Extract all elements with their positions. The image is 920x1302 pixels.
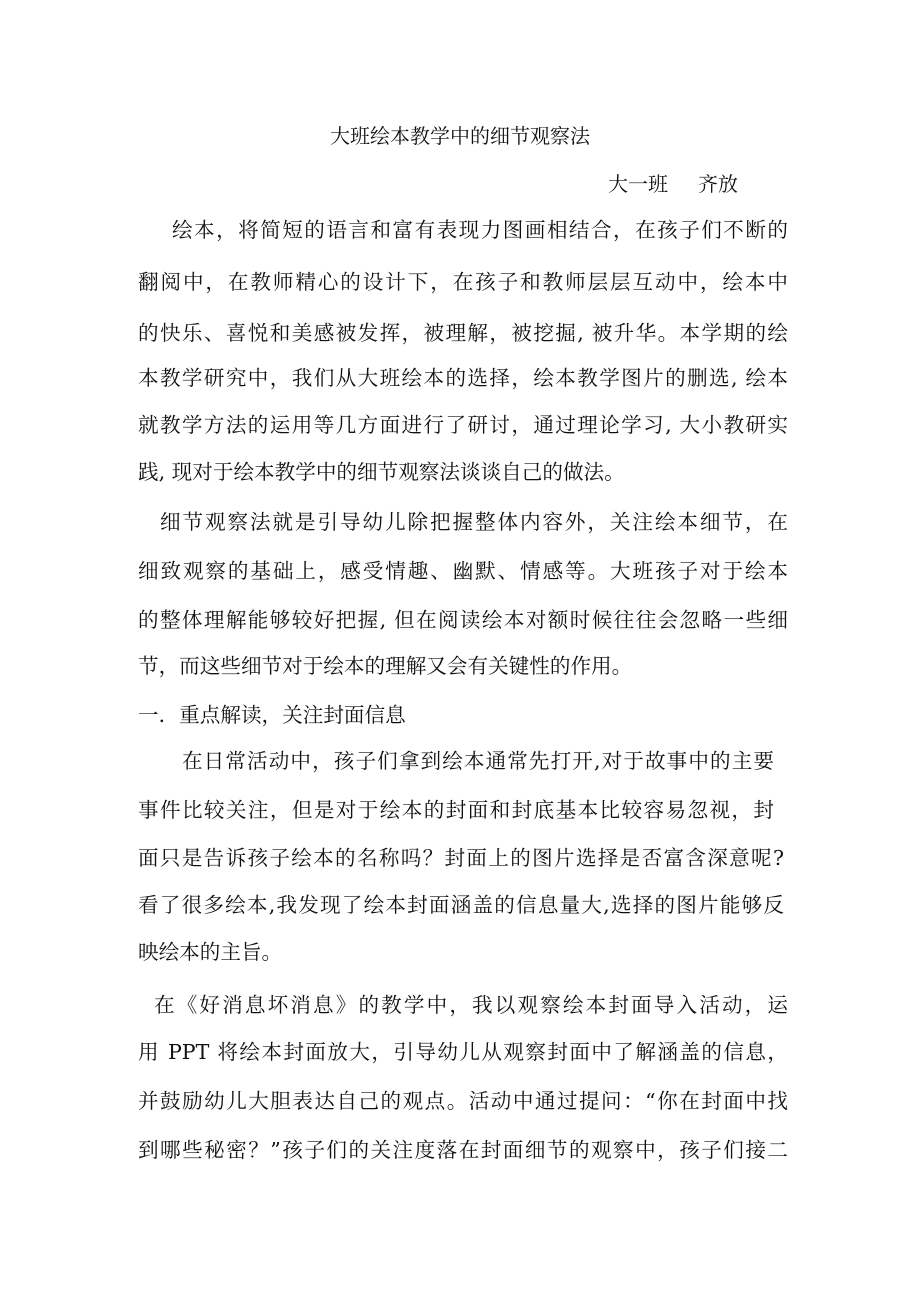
paragraph-line: 的整体理解能够较好把握, 但在阅读绘本对额时候往往会忽略一些细	[138, 608, 788, 632]
paragraph-line: 在《好消息坏消息》的教学中，我以观察绘本封面导入活动，运	[154, 993, 788, 1017]
paragraph-line: 节，而这些细节对于绘本的理解又会有关键性的作用。	[138, 654, 633, 678]
document-title: 大班绘本教学中的细节观察法	[330, 124, 590, 148]
paragraph-line: 用 PPT 将绘本封面放大，引导幼儿从观察封面中了解涵盖的信息，	[138, 1040, 788, 1064]
paragraph-line: 的快乐、喜悦和美感被发挥，被理解，被挖掘, 被升华。本学期的绘	[138, 321, 788, 345]
paragraph-line: 事件比较关注，但是对于绘本的封面和封底基本比较容易忽视，封	[138, 798, 774, 822]
author-line	[608, 164, 738, 204]
paragraph-line: 细致观察的基础上，感受情趣、幽默、情感等。大班孩子对于绘本	[138, 559, 788, 583]
paragraph-line: 本教学研究中，我们从大班绘本的选择，绘本教学图片的删选, 绘本	[138, 366, 788, 390]
author-class: 大一班	[608, 172, 668, 196]
paragraph-line: 到哪些秘密？”孩子们的关注度落在封面细节的观察中，孩子们接二	[138, 1138, 788, 1162]
paragraph-line: 就教学方法的运用等几方面进行了研讨，通过理论学习, 大小教研实	[138, 413, 788, 437]
paragraph-line: 践, 现对于绘本教学中的细节观察法谈谈自己的做法。	[138, 460, 625, 484]
paragraph-line: 映绘本的主旨。	[138, 940, 283, 964]
paragraph-line: 翻阅中，在教师精心的设计下，在孩子和教师层层互动中，绘本中	[138, 270, 788, 294]
paragraph-line: 绘本，将简短的语言和富有表现力图画相结合，在孩子们不断的	[172, 218, 788, 242]
paragraph-line: 并鼓励幼儿大胆表达自己的观点。活动中通过提问：“你在封面中找	[138, 1089, 788, 1113]
paragraph-line: 在日常活动中，孩子们拿到绘本通常先打开,对于故事中的主要	[182, 749, 774, 773]
paragraph-line: 面只是告诉孩子绘本的名称吗？封面上的图片选择是否富含深意呢?	[138, 846, 784, 870]
author-name: 齐放	[698, 172, 738, 196]
paragraph-line: 细节观察法就是引导幼儿除把握整体内容外，关注绘本细节，在	[160, 510, 788, 534]
section-heading: 一．重点解读，关注封面信息	[138, 703, 406, 727]
paragraph-line: 看了很多绘本,我发现了绘本封面涵盖的信息量大,选择的图片能够反	[138, 893, 784, 917]
